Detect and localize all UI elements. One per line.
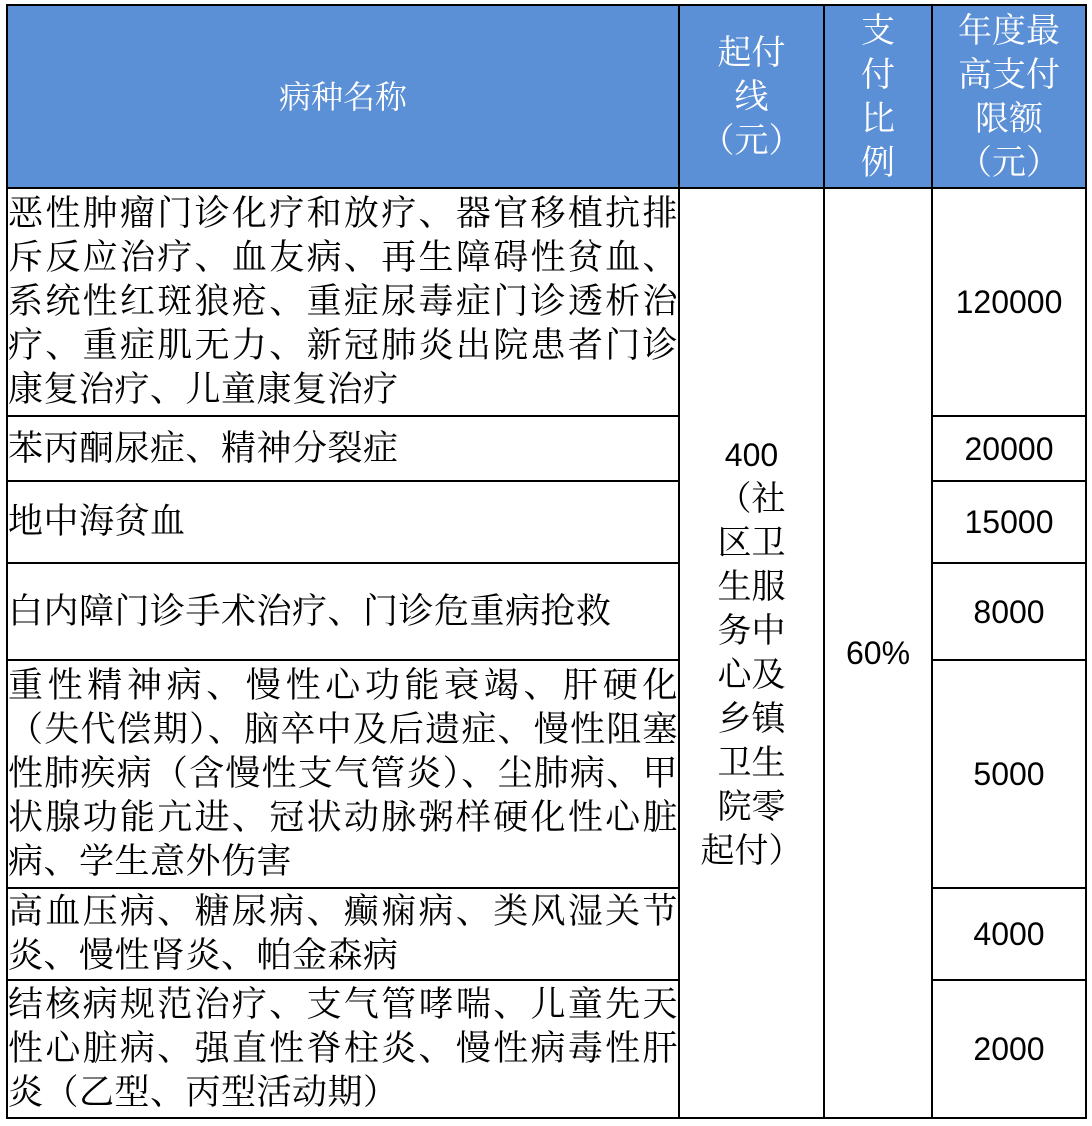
disease-payment-table: [6, 4, 1087, 1119]
limit-cell: 15000: [932, 481, 1086, 563]
header-row: [7, 5, 1086, 188]
disease-cell: 苯丙酮尿症、精神分裂症: [7, 416, 679, 481]
limit-cell: 2000: [932, 980, 1086, 1118]
table-row: [7, 188, 1086, 416]
header-annual-limit: 年度最 高支付 限额 （元）: [932, 5, 1086, 188]
limit-cell: 4000: [932, 888, 1086, 980]
header-disease-name: 病种名称: [7, 5, 679, 188]
payment-ratio-cell: 60%: [824, 188, 932, 1118]
limit-cell: 8000: [932, 563, 1086, 660]
disease-cell: 高血压病、糖尿病、癫痫病、类风湿关节炎、慢性肾炎、帕金森病: [7, 888, 679, 980]
limit-cell: 120000: [932, 188, 1086, 416]
table-body: [7, 188, 1086, 1118]
limit-cell: 5000: [932, 660, 1086, 888]
table-header: [7, 5, 1086, 188]
disease-cell: 重性精神病、慢性心功能衰竭、肝硬化（失代偿期）、脑卒中及后遗症、慢性阻塞性肺疾病（含慢性支气管炎）、尘肺病、甲状腺功能亢进、冠状动脉粥样硬化性心脏病、学生意外伤害: [7, 660, 679, 888]
disease-cell: 恶性肿瘤门诊化疗和放疗、器官移植抗排斥反应治疗、血友病、再生障碍性贫血、系统性红斑狼疮、重症尿毒症门诊透析治疗、重症肌无力、新冠肺炎出院患者门诊康复治疗、儿童康复治疗: [7, 188, 679, 416]
disease-cell: 白内障门诊手术治疗、门诊危重病抢救: [7, 563, 679, 660]
disease-cell: 结核病规范治疗、支气管哮喘、儿童先天性心脏病、强直性脊柱炎、慢性病毒性肝炎（乙型、丙型活动期）: [7, 980, 679, 1118]
threshold-cell: 400 （社 区卫 生服 务中 心及 乡镇 卫生 院零 起付）: [679, 188, 824, 1118]
disease-cell: 地中海贫血: [7, 481, 679, 563]
header-payment-ratio: 支 付 比 例: [824, 5, 932, 188]
limit-cell: 20000: [932, 416, 1086, 481]
header-threshold: 起付 线 （元）: [679, 5, 824, 188]
